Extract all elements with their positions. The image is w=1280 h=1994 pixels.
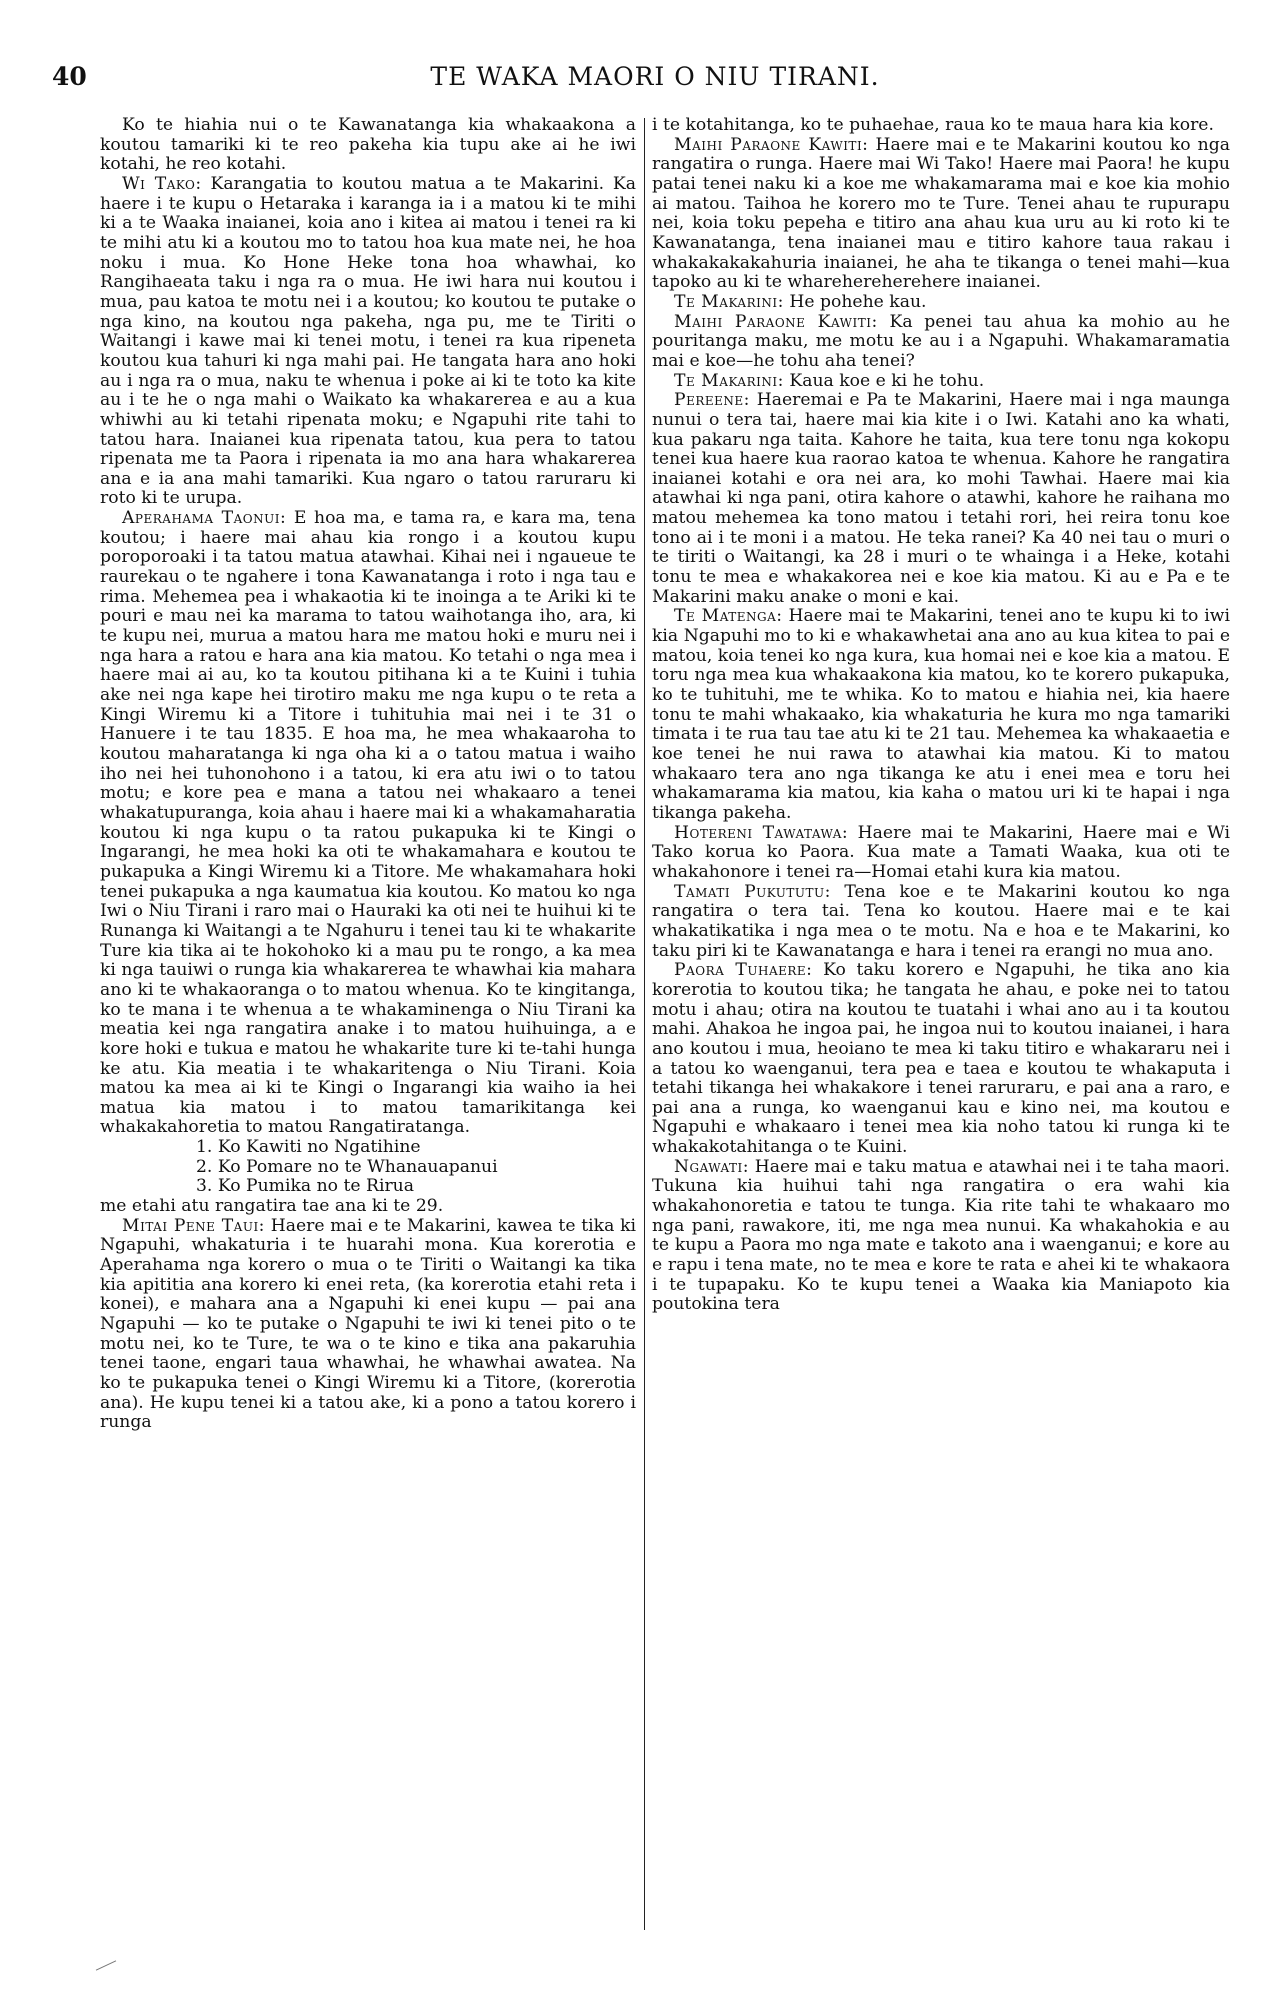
paragraph-text: Tena koe e te Makarini koutou ko nga rangatira o tera tai. Tena ko koutou. Haere mai e te kai whakatikatika i nga mea o te motu. Na e hoa e te Makarini, ko taku piri ki te Kawanatanga e hara i tenei ra erangi no mua ano.: [652, 881, 1230, 961]
list-item: 3. Ko Pumika no te Rirua: [196, 1176, 414, 1197]
paragraph: [652, 391, 1230, 607]
speaker-name: Te Makarini:: [674, 291, 784, 312]
speaker-name: Te Makarini:: [674, 370, 784, 391]
paragraph-text: Ko taku korero e Ngapuhi, he tika ano kia korerotia to koutou tika; he tangata he ahau, e poke nei to tatou motu i ahau; otira na koutou te tuatahi i whai ano au i ta koutou mahi. Ahakoa he ingoa pai, he ingoa nui to koutou inaianei, i hara ano koutou i mua, heoiano te mea ki taku titiro e whakararu nei i a tatou ko waenganui, tera pea e taea e koutou te whakaputa i tetahi tikanga hei whakakore i tenei raruraru, e pai ana a raro, e pai ana a runga, ko waenganui kau e kino nei, ma koutou e Ngapuhi e whakaaro i tenei mea kia noho tatou ki runga ki te whakakotahitanga o te Kuini.: [652, 960, 1230, 1158]
speaker-name: Tamati Pukututu:: [674, 881, 831, 902]
running-title: TE WAKA MAORI O NIU TIRANI.: [430, 62, 880, 91]
paragraph: [652, 883, 1230, 962]
paragraph: me etahi atu rangatira tae ana ki te 29.: [100, 1196, 444, 1217]
speaker-name: Ngawati:: [674, 1156, 750, 1177]
column-divider: [644, 118, 645, 1930]
paragraph-text: i te kotahitanga, ko te puhaehae, raua ko te maua hara kia kore.: [652, 115, 1214, 135]
speaker-name: Maihi Paraone Kawiti:: [674, 311, 878, 332]
paragraph-text: E hoa ma, e tama ra, e kara ma, tena koutou; i haere mai ahau kia rongo i a koutou kupu poroporoaki i ta tatou matua atawhai. Kihai nei i ngaueue te raurekau o te ngahere i tona Kawanatanga i roto i nga tau e rima. Mehemea pea i whakaotia ki te inoinga a te Ariki ki te pouri e mau nei ka marama to tatou waihotanga iho, ara, ki te kupu nei, murua a matou hara me matou hoki e muru nei i nga hara a ratou e hara ana kia matou. Ko tetahi o nga mea i haere mai ai au, ko ta koutou pitihana ki a te Kuini i tuhia ake nei nga kape hei tirotiro maku me nga kupu o te reta a Kingi Wiremu ki a Titore i tuhituhia mai nei i te 31 o Hanuere i te tau 1835. E hoa ma, he mea whakaaroha to koutou maharatanga ki nga oha ki a o tatou matua i waiho iho nei hei tuhonohono i a tatou, ki era atu iwi o to tatou motu; e kore pea e mana a tatou nei whakaaro a tenei whakatupuranga, koia ahau i haere mai ki a whakamaharatia koutou ki nga kupu o ta ratou pukapuka ki te Kingi o Ingarangi, he mea hoki ka oti te whakamahara e koutou te pukapuka a Kingi Wiremu ki a Titore. Me whakamahara hoki tenei pukapuka a nga kaumatua kia koutou. Ko matou ko nga Iwi o Niu Tirani i raro mai o Hauraki ka oti nei te huihui ki te Runanga ki Waitangi a te Ngahuru i tenei tau ki te whakarite Ture kia tika ai te hokohoko ki a mau pu te rongo, a ka mea ki nga tauiwi o runga kia whakarerea te whawhai kia mahara ano ki te whakaoranga o to matou whenua. Ko te kingitanga, ko te mana i te whenua a te whakaminenga o Niu Tirani ka meatia kei nga rangatira anake i to matou huihuinga, a e kore hoki e tukua e matou he whakarite ture ki te-tahi hunga ke atu. Kia meatia i te whakaritenga o Niu Tirani. Koia matou ka mea ai ki te Kingi o Ingarangi kia waiho ia hei matua kia matou i to matou tamarikitanga kei whakakahoretia to matou Rangatiratanga.: [100, 508, 636, 1138]
paragraph: [652, 372, 1230, 392]
chief-list: [100, 1138, 636, 1197]
page-number: 40: [52, 62, 87, 91]
paragraph-text: Ko te hiahia nui o te Kawanatanga kia whakaakona a koutou tamariki ki te reo pakeha kia tupu ake ai he iwi kotahi, he reo kotahi.: [100, 115, 636, 175]
paragraph: [100, 1217, 636, 1433]
paragraph-text: Kaua koe e ki he tohu.: [783, 370, 985, 391]
paragraph-text: Haere mai te Makarini, tenei ano te kupu ki to iwi kia Ngapuhi mo to ki e whakawhetai ana ano au kua kitea to pai e matou, koia tenei ko nga kura, kua homai nei e koe kia a matou. E toru nga mea kua whakaakona kia matou, ko te korero pukapuka, ko te tuhituhi, me te whika. Ko to matou e hiahia nei, kia haere tonu te mahi whakaako, kia whakaturia he kura mo nga tamariki timata i te rua tau tae atu ki te 21 tau. Mehemea ka whakaaetia e koe tenei he nui rawa to atawhai kia matou. Ki to matou whakaaro tera ano nga tikanga ke atu i enei mea e toru hei whakamarama kia matou, kia kaha o matou uri ki te hapai i nga tikanga pakeha.: [652, 606, 1230, 823]
paragraph: [100, 116, 636, 175]
paragraph: [652, 1158, 1230, 1315]
stray-ink-mark: [96, 1960, 116, 1970]
paragraph-text: Haere mai e te Makarini, kawea te tika ki Ngapuhi, whakaturia i te huarahi mona. Kua korerotia e Aperahama nga korero o mua o te Tiriti o Waitangi ka tika kia apititia ana korero ki enei reta, (ka korerotia etahi reta i konei), e mahara ana a Ngapuhi ki enei kupu — pai ana Ngapuhi — ko te putake o Ngapuhi te iwi ki tenei pito o te motu nei, ko te Ture, te wa o te kino e tika ana pakaruhia tenei taone, engari taua whawhai, he whawhai awatea. Na ko te pukapuka tenei o Kingi Wiremu ki a Titore, (korerotia ana). He kupu tenei ki a tatou ake, ki a pono a tatou korero i runga: [100, 1215, 636, 1433]
speaker-name: Paora Tuhaere:: [674, 960, 813, 981]
paragraph-text: He pohehe kau.: [783, 291, 927, 312]
speaker-name: Aperahama Taonui:: [122, 508, 287, 529]
paragraph-text: Ka penei tau ahua ka mohio au he pouritanga maku, me motu ke au i a Ngapuhi. Whakamaramatia mai e koe—he tohu aha tenei?: [652, 311, 1231, 371]
paragraph-text: Haere mai te Makarini, Haere mai e Wi Tako korua ko Paora. Kua mate a Tamati Waaka, kua oti te whakahonore i tenei ra—Homai etahi kura kia matou.: [652, 822, 1231, 882]
paragraph: [100, 175, 636, 509]
paragraph: [652, 116, 1230, 136]
speaker-name: Maihi Paraone Kawiti:: [674, 134, 869, 155]
paragraph: [652, 607, 1230, 823]
speaker-name: Te Matenga:: [674, 606, 783, 627]
paragraph-text: Haere mai e taku matua e atawhai nei i te taha maori. Tukuna kia huihui tahi nga rangatira o era wahi kia whakahonoretia e tatou te tunga. Kia rite tahi te whakaaro mo nga pani, rawakore, iti, me nga mea nunui. Ka whakahokia e au te kupu a Paora mo nga mate e takoto ana i waenganui; e kore au e rapu i tena mate, no te mea e kore te rata e ahei ki te whakaora i te tupapaku. Ko te kupu tenei a Waaka kia Maniapoto kia poutokina tera: [652, 1156, 1230, 1315]
paragraph: [652, 824, 1230, 883]
right-column: [652, 116, 1230, 1315]
paragraph: [652, 313, 1230, 372]
list-item: 2. Ko Pomare no te Whanauapanui: [196, 1156, 498, 1177]
speaker-name: Mitai Pene Taui:: [122, 1215, 265, 1236]
paragraph: [100, 509, 636, 1138]
list-item: 1. Ko Kawiti no Ngatihine: [196, 1137, 421, 1158]
paragraph-text: Haeremai e Pa te Makarini, Haere mai i nga maunga nunui o tera tai, haere mai kia kite i o Iwi. Katahi ano ka whati, kua pakaru nga taita. Kahore he taita, kua tere tonu nga kokopu tenei kua haere kua raorao katoa te whenua. Kahore he rangatira inaianei kotahi e ora nei ara, ko mohi Tawhai. Haere mai kia atawhai ki nga pani, otira kahore o atawhi, kahore he raihana mo matou mehemea ka tono matou i tetahi rori, hei reira tonu koe tono ai i te moni i a matou. He teka ranei? Ka 40 nei tau o muri o te tiriti o Waitangi, ka 28 i muri o te whainga i a Heke, kotahi tonu te mea e whakakorea nei e koe kia matou. Ki au e Pa e te Makarini maku anake o moni e kai.: [652, 390, 1230, 607]
paragraph-text: Haere mai e te Makarini koutou ko nga rangatira o runga. Haere mai Wi Tako! Haere mai Paora! he kupu patai tenei naku ki a koe me whakamarama mai e koe kia mohio ai matou. Taihoa he korero mo te Ture. Tenei ahau te rupurapu nei, koia toku pepeha e titiro ana ahau kua uru au ki roto ki te Kawanatanga, tena inaianei mau e titiro kahore taua rakau i whakakakakahuria inaianei, he aha te tikanga o tenei mahi—kua tapoko au ki te wharehereherehere inaianei.: [652, 134, 1231, 293]
paragraph: [652, 961, 1230, 1158]
paragraph: [652, 293, 1230, 313]
paragraph: [652, 136, 1230, 293]
speaker-name: Pereene:: [674, 390, 750, 411]
speaker-name: Wi Tako:: [122, 173, 202, 194]
speaker-name: Hotereni Tawatawa:: [674, 822, 849, 843]
paragraph-text: Karangatia to koutou matua a te Makarini. Ka haere i te kupu o Hetaraka i karanga ia i a matou ki te mihi ki a te Waaka inaianei, koia ano i kitea ai matou i tenei ra ki te mihi atu ki a koutou mo to tatou hoa kua mate nei, he hoa noku i mua. Ko Hone Heke tona hoa whawhai, ko Rangihaeata taku i nga ra o mua. He iwi hara nui koutou i mua, pau katoa te motu nei i a koutou; ko koutou te putake o nga kino, na koutou nga pakeha, nga pu, me te Tiriti o Waitangi i kawe mai ki tenei motu, i tenei ra kua ripeneta koutou kua tahuri ki nga mahi pai. He tangata hara ano hoki au i nga ra o mua, naku te whenua i poke ai ki te toto ka kite au i te he o nga mahi o Waikato ka whakarerea e au a kua whiwhi au ki tetahi ripenata moku; e Ngapuhi rite tahi to tatou hara. Inaianei kua ripenata tatou, kua pera to tatou ripenata me ta Paora i ripenata ia mo ana hara whakarerea ana e ia ana mahi tamariki. Kua ngaro o tatou raruraru ki roto ki te urupa.: [100, 173, 636, 509]
left-column: [100, 116, 636, 1433]
